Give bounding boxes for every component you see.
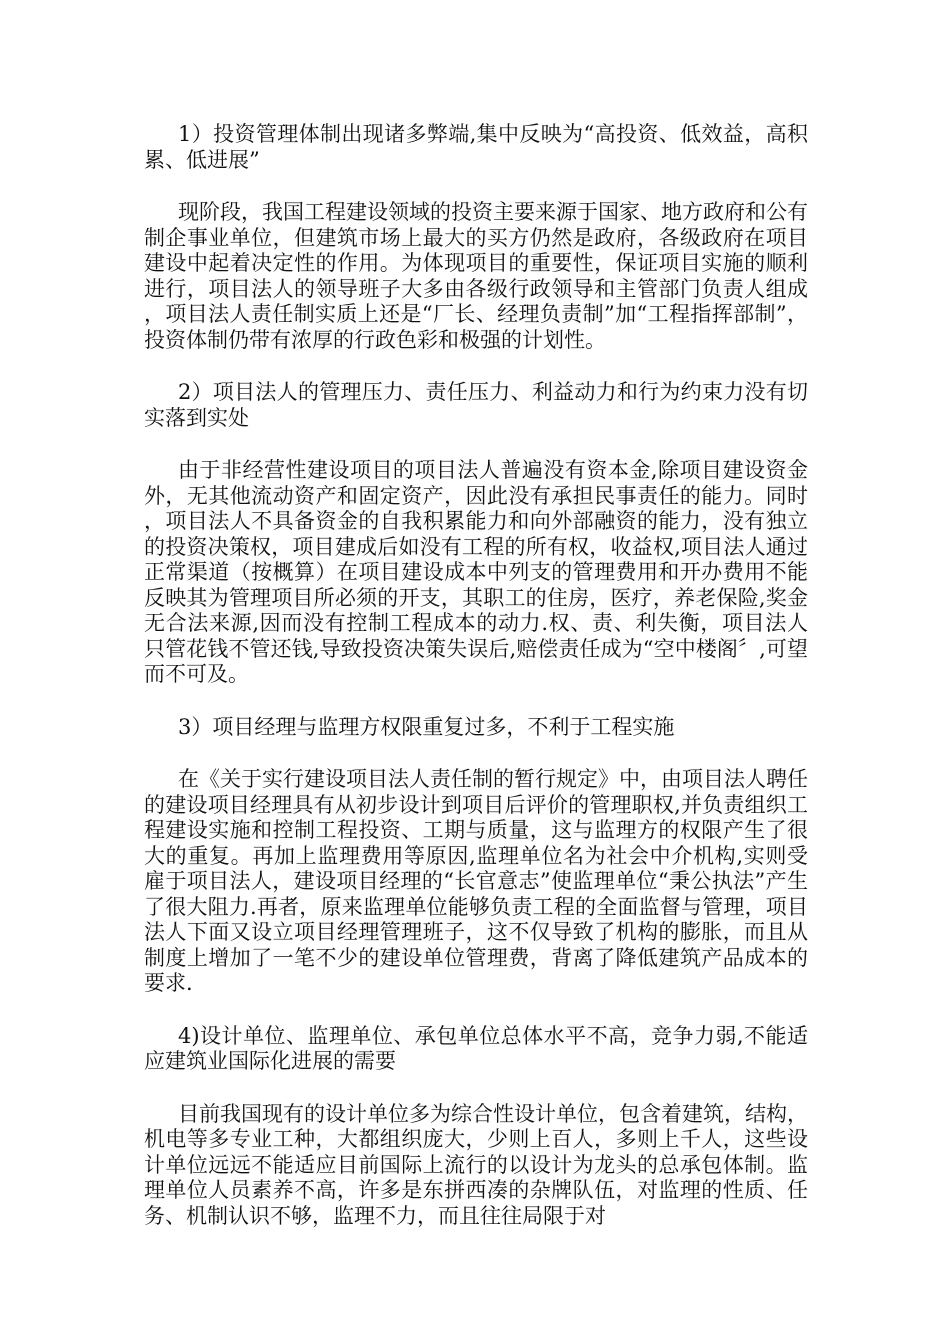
- section-heading-4: 4)设计单位、监理单位、承包单位总体水平不高，竞争力弱,不能适应建筑业国际化进展的需要: [144, 1023, 808, 1073]
- section-heading-1: 1）投资管理体制出现诸多弊端,集中反映为“高投资、低效益，高积累、低进展”: [144, 122, 808, 172]
- body-paragraph-1: 现阶段，我国工程建设领域的投资主要来源于国家、地方政府和公有制企事业单位，但建筑市场上最大的买方仍然是政府，各级政府在项目建设中起着决定性的作用。为体现项目的重要性，保证项目实施的顺利进行，项目法人的领导班子大多由各级行政领导和主管部门负责人组成，项目法人责任制实质上还是“厂长、经理负责制”加“工程指挥部制”，投资体制仍带有浓厚的行政色彩和极强的计划性。: [144, 200, 808, 352]
- section-heading-2: 2）项目法人的管理压力、责任压力、利益动力和行为约束力没有切实落到实处: [144, 380, 808, 430]
- body-paragraph-4: 目前我国现有的设计单位多为综合性设计单位，包含着建筑，结构，机电等多专业工种，大都组织庞大，少则上百人，多则上千人，这些设计单位远远不能适应目前国际上流行的以设计为龙头的总承包体制。监理单位人员素养不高，许多是东拼西凑的杂牌队伍，对监理的性质、任务、机制认识不够，监理不力，而且往往局限于对: [144, 1101, 808, 1228]
- section-heading-3: 3）项目经理与监理方权限重复过多，不利于工程实施: [178, 714, 675, 739]
- body-paragraph-2: 由于非经营性建设项目的项目法人普遍没有资本金,除项目建设资金外，无其他流动资产和固定资产，因此没有承担民事责任的能力。同时，项目法人不具备资金的自我积累能力和向外部融资的能力，没有独立的投资决策权，项目建成后如没有工程的所有权，收益权,项目法人通过正常渠道（按概算）在项目建设成本中列支的管理费用和开办费用不能反映其为管理项目所必须的开支，其职工的住房，医疗，养老保险,奖金无合法来源,因而没有控制工程成本的动力.权、责、利失衡，项目法人只管花钱不管还钱,导致投资决策失误后,赔偿责任成为“空中楼阁〞,可望而不可及。: [144, 458, 808, 686]
- body-paragraph-3: 在《关于实行建设项目法人责任制的暂行规定》中，由项目法人聘任的建设项目经理具有从初步设计到项目后评价的管理职权,并负责组织工程建设实施和控制工程投资、工期与质量，这与监理方的权限产生了很大的重复。再加上监理费用等原因,监理单位名为社会中介机构,实则受雇于项目法人，建设项目经理的“长官意志”使监理单位“秉公执法”产生了很大阻力.再者，原来监理单位能够负责工程的全面监督与管理，项目法人下面又设立项目经理管理班子，这不仅导致了机构的膨胀，而且从制度上增加了一笔不少的建设单位管理费，背离了降低建筑产品成本的要求.: [144, 767, 808, 995]
- document-page: [144, 122, 808, 1256]
